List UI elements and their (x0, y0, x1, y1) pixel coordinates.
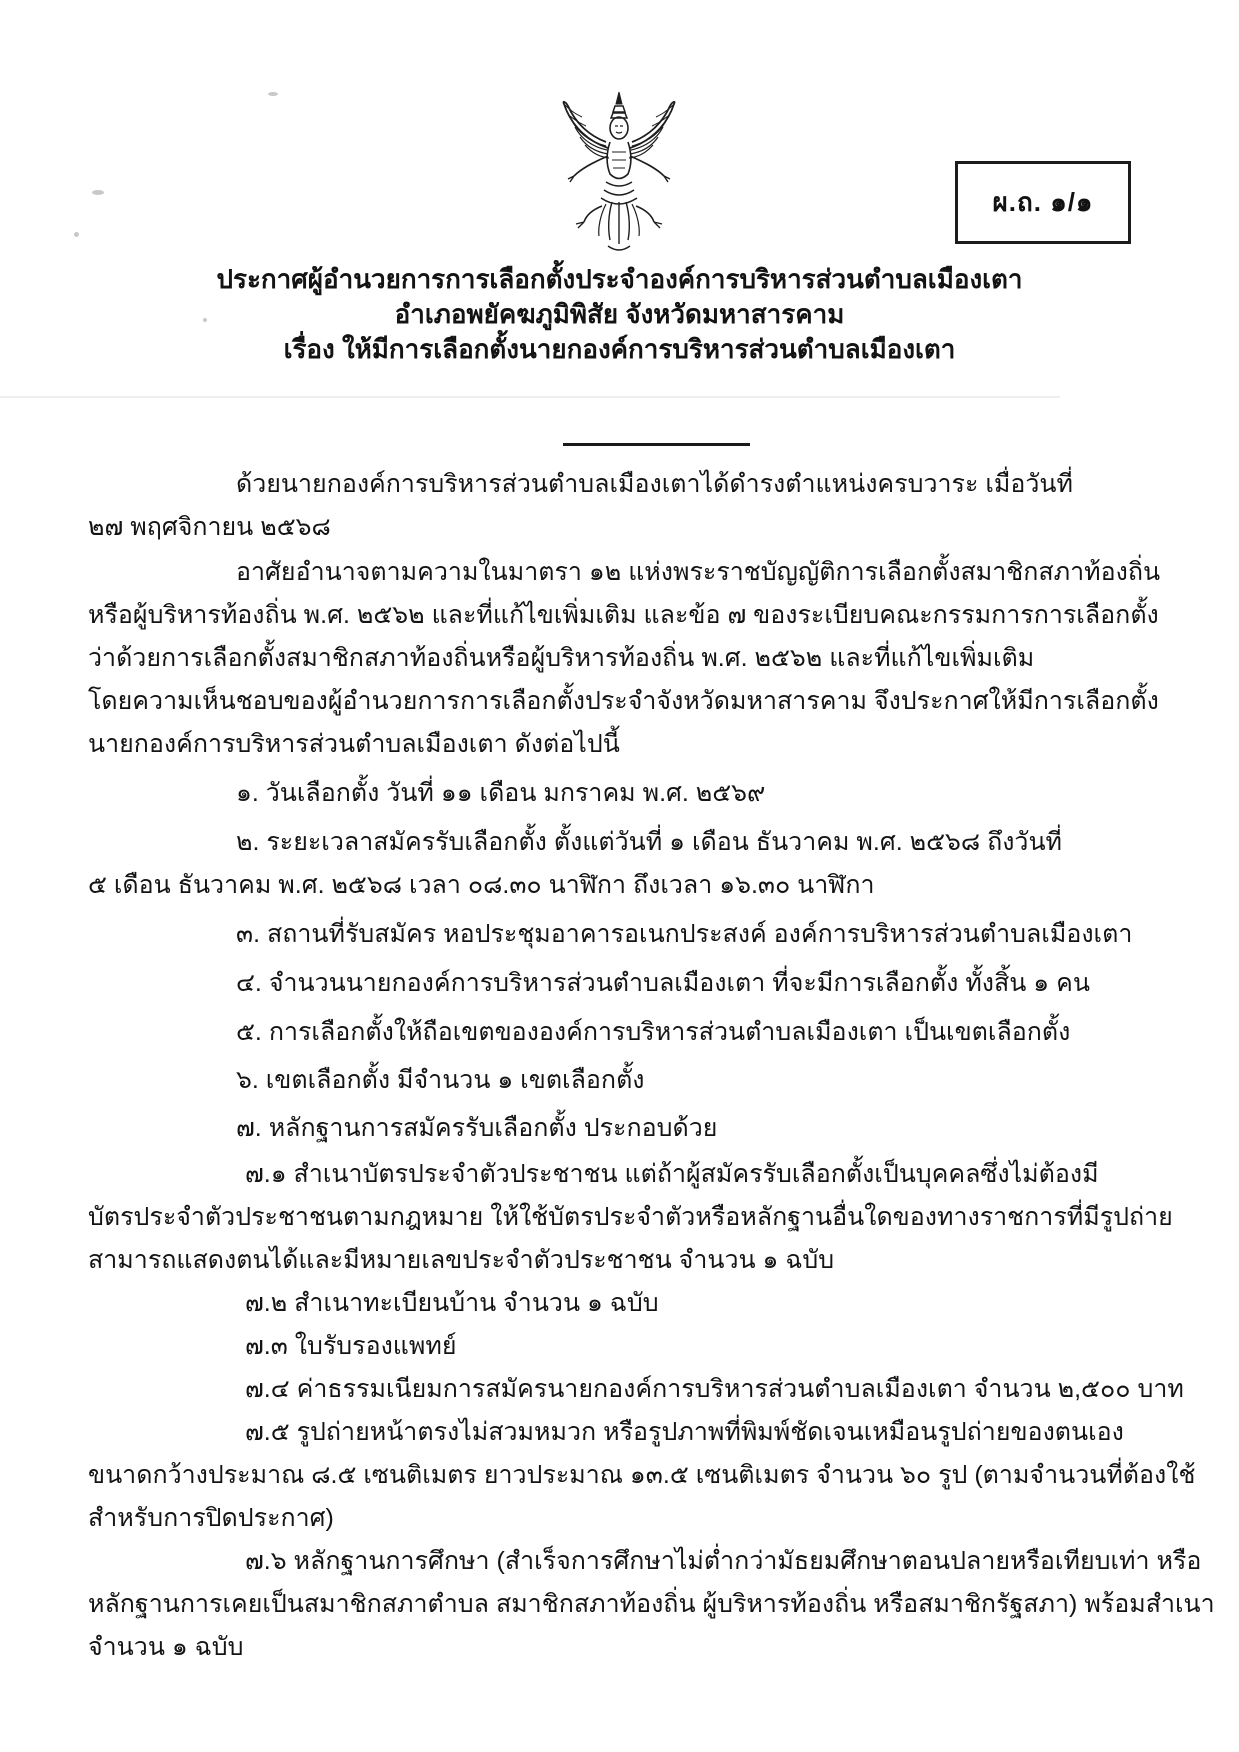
doc-line: ว่าด้วยการเลือกตั้งสมาชิกสภาท้องถิ่นหรือผู้บริหารท้องถิ่น พ.ศ. ๒๕๖๒ และที่แก้ไขเพิ่มเติม (88, 644, 1035, 672)
doc-line: บัตรประจำตัวประชาชนตามกฎหมาย ให้ใช้บัตรประจำตัวหรือหลักฐานอื่นใดของทางราชการที่มีรูปถ่าย (88, 1203, 1173, 1231)
doc-line: ขนาดกว้างประมาณ ๘.๕ เซนติเมตร ยาวประมาณ ๑๓.๕ เซนติเมตร จำนวน ๖๐ รูป (ตามจำนวนที่ต้องใช้ (88, 1461, 1196, 1489)
doc-line: อาศัยอำนาจตามความในมาตรา ๑๒ แห่งพระราชบัญญัติการเลือกตั้งสมาชิกสภาท้องถิ่น (236, 558, 1161, 586)
title-line-2: อำเภอพยัคฆภูมิพิสัย จังหวัดมหาสารคาม (394, 299, 845, 329)
garuda-emblem-icon (546, 90, 692, 256)
doc-line: ด้วยนายกองค์การบริหารส่วนตำบลเมืองเตาได้ดำรงตำแหน่งครบวาระ เมื่อวันที่ (236, 470, 1073, 498)
doc-line: นายกองค์การบริหารส่วนตำบลเมืองเตา ดังต่อไปนี้ (88, 730, 620, 758)
doc-line-item-7: ๗. หลักฐานการสมัครรับเลือกตั้ง ประกอบด้วย (236, 1114, 718, 1142)
doc-line-item-2: ๒. ระยะเวลาสมัครรับเลือกตั้ง ตั้งแต่วันที่ ๑ เดือน ธันวาคม พ.ศ. ๒๕๖๘ ถึงวันที่ (236, 828, 1063, 856)
doc-line: ๕ เดือน ธันวาคม พ.ศ. ๒๕๖๘ เวลา ๐๘.๓๐ นาฬิกา ถึงเวลา ๑๖.๓๐ นาฬิกา (88, 871, 875, 899)
doc-line-item-7-3: ๗.๓ ใบรับรองแพทย์ (245, 1332, 457, 1360)
doc-line: สามารถแสดงตนได้และมีหมายเลขประจำตัวประชาชน จำนวน ๑ ฉบับ (88, 1246, 835, 1274)
form-code-label: ผ.ถ. ๑/๑ (992, 187, 1094, 217)
doc-line-item-5: ๕. การเลือกตั้งให้ถือเขตขององค์การบริหารส่วนตำบลเมืองเตา เป็นเขตเลือกตั้ง (236, 1018, 1071, 1046)
doc-line: หลักฐานการเคยเป็นสมาชิกสภาตำบล สมาชิกสภาท้องถิ่น ผู้บริหารท้องถิ่น หรือสมาชิกรัฐสภา) พร้อมสำเนา (88, 1590, 1215, 1618)
scan-speckle (74, 232, 79, 237)
doc-line: สำหรับการปิดประกาศ) (88, 1504, 334, 1532)
doc-line-item-6: ๖. เขตเลือกตั้ง มีจำนวน ๑ เขตเลือกตั้ง (236, 1066, 645, 1094)
scan-speckle (92, 190, 104, 195)
form-code-box (955, 161, 1131, 244)
doc-line-item-1: ๑. วันเลือกตั้ง วันที่ ๑๑ เดือน มกราคม พ.ศ. ๒๕๖๙ (236, 779, 766, 807)
doc-line: โดยความเห็นชอบของผู้อำนวยการการเลือกตั้งประจำจังหวัดมหาสารคาม จึงประกาศให้มีการเลือกตั้ง (88, 687, 1159, 715)
doc-line: ๒๗ พฤศจิกายน ๒๕๖๘ (88, 513, 331, 541)
title-line-1: ประกาศผู้อำนวยการการเลือกตั้งประจำองค์การบริหารส่วนตำบลเมืองเตา (216, 264, 1023, 294)
title-line-3: เรื่อง ให้มีการเลือกตั้งนายกองค์การบริหารส่วนตำบลเมืองเตา (283, 334, 956, 364)
doc-line-item-3: ๓. สถานที่รับสมัคร หอประชุมอาคารอเนกประสงค์ องค์การบริหารส่วนตำบลเมืองเตา (236, 920, 1133, 948)
doc-line-item-7-2: ๗.๒ สำเนาทะเบียนบ้าน จำนวน ๑ ฉบับ (245, 1289, 659, 1317)
scan-speckle (268, 92, 278, 96)
doc-line-item-4: ๔. จำนวนนายกองค์การบริหารส่วนตำบลเมืองเตา ที่จะมีการเลือกตั้ง ทั้งสิ้น ๑ คน (236, 969, 1090, 997)
doc-line: หรือผู้บริหารท้องถิ่น พ.ศ. ๒๕๖๒ และที่แก้ไขเพิ่มเติม และข้อ ๗ ของระเบียบคณะกรรมการการเลือกตั้ง (88, 601, 1159, 629)
doc-line-item-7-6: ๗.๖ หลักฐานการศึกษา (สำเร็จการศึกษาไม่ต่ำกว่ามัธยมศึกษาตอนปลายหรือเทียบเท่า หรือ (245, 1547, 1202, 1575)
doc-line-item-7-5: ๗.๕ รูปถ่ายหน้าตรงไม่สวมหมวก หรือรูปภาพที่พิมพ์ชัดเจนเหมือนรูปถ่ายของตนเอง (245, 1418, 1124, 1446)
doc-line-item-7-4: ๗.๔ ค่าธรรมเนียมการสมัครนายกองค์การบริหารส่วนตำบลเมืองเตา จำนวน ๒,๕๐๐ บาท (245, 1375, 1184, 1403)
scan-artifact-line (0, 396, 1060, 398)
doc-line: จำนวน ๑ ฉบับ (88, 1633, 244, 1661)
title-divider (563, 443, 750, 446)
doc-line-item-7-1: ๗.๑ สำเนาบัตรประจำตัวประชาชน แต่ถ้าผู้สมัครรับเลือกตั้งเป็นบุคคลซึ่งไม่ต้องมี (245, 1160, 1099, 1188)
document-body (88, 463, 1215, 1669)
document-title (0, 262, 1239, 367)
